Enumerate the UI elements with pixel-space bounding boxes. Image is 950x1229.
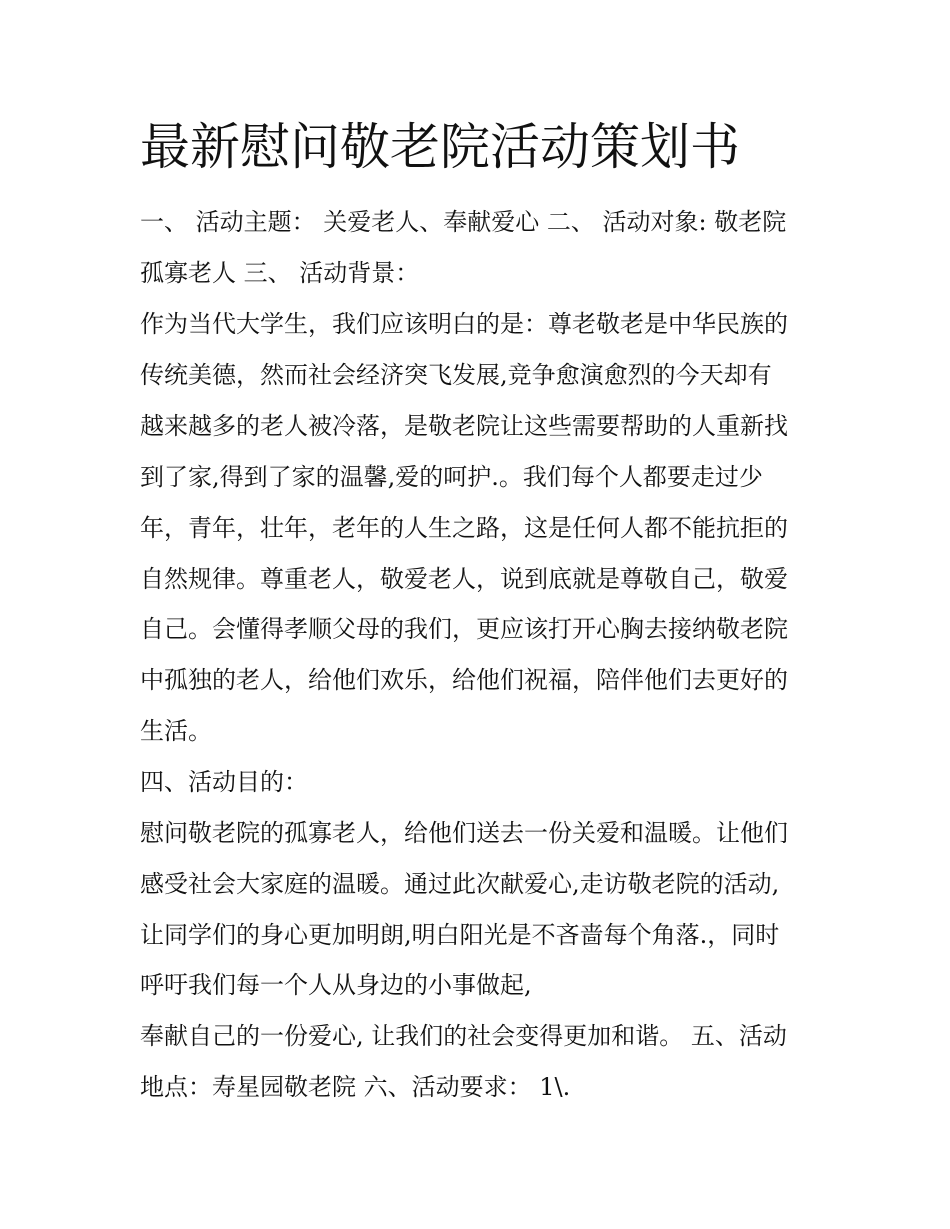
text-line: 作为当代大学生，我们应该明白的是：尊老敬老是中华民族的 — [140, 310, 788, 338]
text-line: 到了家,得到了家的温馨,爱的呵护.。我们每个人都要走过少 — [140, 463, 763, 491]
text-line: 孤寡老人 三、 活动背景： — [140, 259, 420, 287]
text-line: 中孤独的老人，给他们欢乐，给他们祝福，陪伴他们去更好的 — [140, 666, 788, 694]
text-line: 让同学们的身心更加明朗,明白阳光是不吝啬每个角落.，同时 — [140, 921, 780, 949]
text-line: 年，青年，壮年，老年的人生之路，这是任何人都不能抗拒的 — [140, 514, 788, 542]
text-line: 越来越多的老人被冷落，是敬老院让这些需要帮助的人重新找 — [140, 412, 788, 440]
text-line: 呼吁我们每一个人从身边的小事做起, — [140, 971, 532, 999]
document-title: 最新慰问敬老院活动策划书 — [140, 118, 740, 176]
section-heading: 四、活动目的： — [140, 768, 308, 796]
text-line: 奉献自己的一份爱心, 让我们的社会变得更加和谐。 五、活动 — [140, 1022, 787, 1050]
text-line: 感受社会大家庭的温暖。通过此次献爱心,走访敬老院的活动, — [140, 870, 780, 898]
text-line: 传统美德，然而社会经济突飞发展,竞争愈演愈烈的今天却有 — [140, 361, 772, 389]
text-line: 自己。会懂得孝顺父母的我们，更应该打开心胸去接纳敬老院 — [140, 615, 788, 643]
text-line: 一、 活动主题： 关爱老人、奉献爱心 二、 活动对象: 敬老院 — [140, 208, 787, 236]
text-line: 自然规律。尊重老人，敬爱老人，说到底就是尊敬自己，敬爱 — [140, 565, 788, 593]
text-line: 慰问敬老院的孤寡老人，给他们送去一份关爱和温暖。让他们 — [140, 819, 788, 847]
text-line: 生活。 — [140, 717, 212, 745]
text-line: 地点：寿星园敬老院 六、活动要求： 1\. — [140, 1073, 571, 1101]
